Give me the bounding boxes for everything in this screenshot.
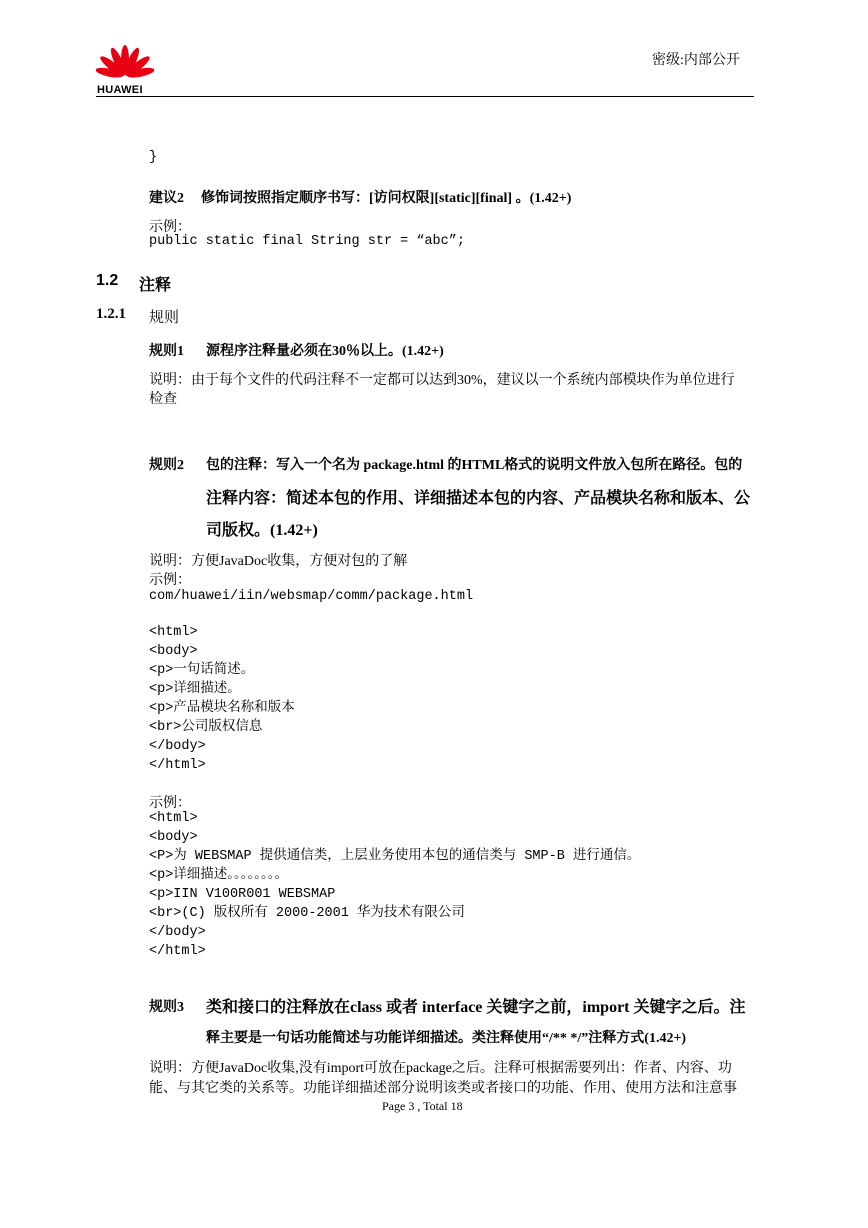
rule-text: 源程序注释量必须在30％以上。(1.42+): [206, 344, 444, 359]
header-divider: [96, 96, 754, 97]
huawei-logo-icon: [96, 42, 154, 88]
rule-description: 能、与其它类的关系等。功能详细描述部分说明该类或者接口的功能、作用、使用方法和注意事: [149, 1081, 737, 1096]
code-line: </body>: [149, 925, 206, 940]
suggestion-text: 修饰词按照指定顺序书写：[访问权限][static][final] 。(1.42+): [201, 191, 572, 206]
rule-description: 说明：方便JavaDoc收集,没有import可放在package之后。注释可根据需要列出：作者、内容、功: [149, 1061, 732, 1076]
code-line: <html>: [149, 811, 198, 826]
classification-label: 密级:内部公开: [652, 53, 740, 68]
rule-text: 包的注释：写入一个名为 package.html 的HTML格式的说明文件放入包所在路径。包的: [206, 458, 743, 473]
code-line: <html>: [149, 625, 198, 640]
code-closing-brace: }: [149, 150, 158, 165]
subsection-title: 规则: [149, 310, 180, 326]
rule-text: 司版权。(1.42+): [206, 522, 318, 539]
rule-text: 类和接口的注释放在class 或者 interface 关键字之前，import 关键字之后。注: [206, 999, 746, 1016]
code-line: public static final String str = “abc”;: [149, 234, 465, 249]
example-label: 示例：: [149, 220, 191, 235]
code-line: <body>: [149, 830, 198, 845]
code-path: com/huawei/iin/websmap/comm/package.html: [149, 589, 474, 604]
code-line: </html>: [149, 944, 206, 959]
code-line: <p>IIN V100R001 WEBSMAP: [149, 887, 336, 902]
code-block: [149, 623, 295, 775]
example-label: 示例：: [149, 796, 191, 811]
page-footer: Page 3 , Total 18: [382, 1099, 463, 1113]
code-line: </body>: [149, 739, 206, 754]
code-line: <br>公司版权信息: [149, 720, 263, 735]
code-line: <P>为 WEBSMAP 提供通信类，上层业务使用本包的通信类与 SMP-B 进行通信。: [149, 849, 641, 864]
rule-description: 说明：由于每个文件的代码注释不一定都可以达到30%，建议以一个系统内部模块作为单位进行: [149, 373, 735, 388]
example-label: 示例：: [149, 573, 191, 588]
rule-label: 规则2: [149, 458, 184, 473]
code-line: <p>一句话简述。: [149, 663, 255, 678]
code-block: [149, 809, 640, 961]
rule-label: 规则1: [149, 344, 184, 359]
code-line: <p>详细描述。。。。。。。。: [149, 868, 289, 883]
code-line: <p>详细描述。: [149, 682, 241, 697]
rule-text: 释主要是一句话功能简述与功能详细描述。类注释使用“/** */”注释方式(1.42+): [206, 1031, 687, 1046]
section-title: 注释: [139, 277, 172, 294]
code-line: </html>: [149, 758, 206, 773]
suggestion-label: 建议2: [149, 191, 184, 206]
code-line: <p>产品模块名称和版本: [149, 701, 295, 716]
section-number: 1.2: [96, 272, 119, 289]
rule-description: 检查: [149, 392, 177, 407]
rule-label: 规则3: [149, 1000, 184, 1015]
logo-text: HUAWEI: [97, 84, 143, 96]
code-line: <body>: [149, 644, 198, 659]
rule-text: 注释内容：简述本包的作用、详细描述本包的内容、产品模块名称和版本、公: [206, 490, 751, 507]
subsection-number: 1.2.1: [96, 306, 126, 322]
code-line: <br>(C) 版权所有 2000-2001 华为技术有限公司: [149, 906, 465, 921]
rule-description: 说明：方便JavaDoc收集，方便对包的了解: [149, 554, 408, 569]
